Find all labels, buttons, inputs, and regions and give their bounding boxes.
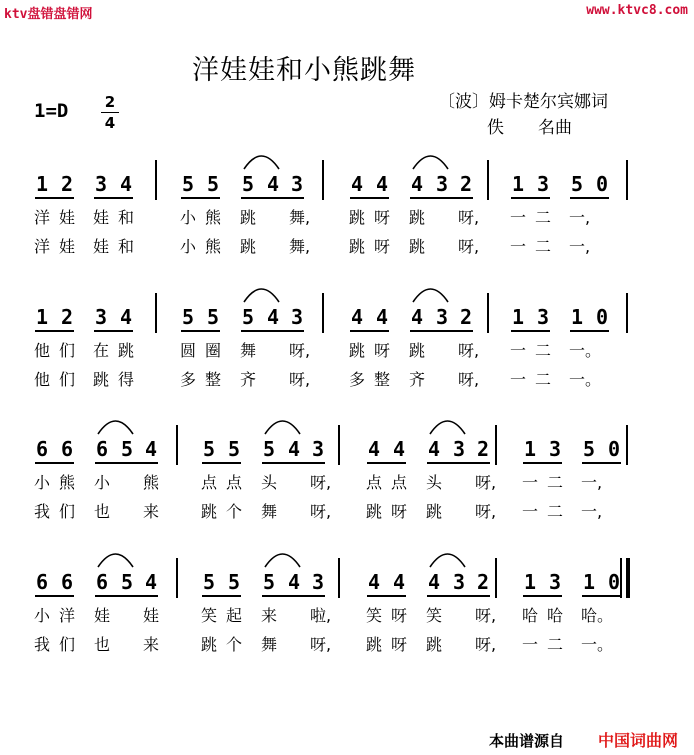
note: 5 <box>120 570 134 594</box>
slur <box>244 289 279 302</box>
lyric-syllable: 一 <box>510 208 527 227</box>
note: 0 <box>607 570 621 594</box>
lyric-syllable: 一 <box>510 370 527 389</box>
lyric-syllable: 跳 <box>201 502 218 521</box>
lyricist-credit: 〔波〕姆卡楚尔宾娜词 <box>438 92 608 112</box>
slur <box>430 554 465 567</box>
eighth-beam <box>511 197 550 199</box>
lyric-syllable: 跳 <box>349 237 366 256</box>
note: 5 <box>202 437 216 461</box>
lyric-syllable: 呀 <box>391 635 408 654</box>
lyric-syllable: 头 <box>426 473 443 492</box>
note: 0 <box>595 172 609 196</box>
note: 5 <box>181 172 195 196</box>
barline <box>338 558 340 598</box>
lyric-syllable: 笑 <box>426 606 443 625</box>
note: 3 <box>435 172 449 196</box>
lyric-syllable: 跳 <box>409 341 426 360</box>
note: 3 <box>311 570 325 594</box>
note: 5 <box>206 172 220 196</box>
lyric-syllable: 跳 <box>366 635 383 654</box>
barline <box>495 425 497 465</box>
eighth-beam <box>95 462 158 464</box>
barline <box>176 558 178 598</box>
lyric-syllable: 二 <box>535 341 552 360</box>
lyric-syllable: 舞 <box>261 635 278 654</box>
lyric-syllable: 也 <box>94 502 111 521</box>
lyric-syllable: 们 <box>59 502 76 521</box>
eighth-beam <box>367 462 406 464</box>
note: 5 <box>262 437 276 461</box>
lyric-syllable: 一 <box>522 635 539 654</box>
lyric-syllable: 呀 <box>374 208 391 227</box>
song-title: 洋娃娃和小熊跳舞 <box>192 55 416 86</box>
note: 1 <box>523 437 537 461</box>
note: 6 <box>95 570 109 594</box>
note: 5 <box>262 570 276 594</box>
lyric-syllable: 跳 <box>349 208 366 227</box>
lyric-syllable: 跳 <box>426 502 443 521</box>
lyric-syllable: 起 <box>226 606 243 625</box>
lyric-syllable: 洋 <box>59 606 76 625</box>
lyric-syllable: 小 <box>34 473 51 492</box>
eighth-beam <box>94 197 133 199</box>
note: 3 <box>290 305 304 329</box>
eighth-beam <box>350 330 389 332</box>
lyric-syllable: 熊 <box>59 473 76 492</box>
lyric-syllable: 呀, <box>289 341 311 360</box>
lyric-syllable: 一 <box>522 502 539 521</box>
lyric-syllable: 熊 <box>205 208 222 227</box>
lyric-syllable: 呀 <box>391 502 408 521</box>
note: 3 <box>548 437 562 461</box>
final-barline-thin <box>620 558 622 598</box>
slur <box>265 421 300 434</box>
lyric-syllable: 笑 <box>201 606 218 625</box>
note: 5 <box>202 570 216 594</box>
lyric-syllable: 娃 <box>59 208 76 227</box>
barline <box>338 425 340 465</box>
barline <box>495 558 497 598</box>
lyric-syllable: 舞, <box>289 208 311 227</box>
note: 5 <box>227 437 241 461</box>
lyric-syllable: 娃 <box>93 237 110 256</box>
note: 5 <box>227 570 241 594</box>
note: 4 <box>427 570 441 594</box>
note: 4 <box>287 570 301 594</box>
note: 0 <box>607 437 621 461</box>
barline <box>155 293 157 333</box>
lyric-syllable: 一, <box>581 502 603 521</box>
eighth-beam <box>410 330 473 332</box>
lyric-syllable: 们 <box>59 635 76 654</box>
note: 2 <box>476 570 490 594</box>
note: 6 <box>60 570 74 594</box>
lyric-syllable: 舞 <box>240 341 257 360</box>
lyric-syllable: 齐 <box>409 370 426 389</box>
note: 4 <box>287 437 301 461</box>
lyric-syllable: 一 <box>510 341 527 360</box>
lyric-syllable: 呀, <box>458 208 480 227</box>
lyric-syllable: 小 <box>94 473 111 492</box>
barline <box>487 160 489 200</box>
lyric-syllable: 呀, <box>310 473 332 492</box>
lyric-syllable: 呀, <box>310 502 332 521</box>
slur <box>265 554 300 567</box>
lyric-syllable: 哈 <box>547 606 564 625</box>
lyric-syllable: 圈 <box>205 341 222 360</box>
note: 1 <box>570 305 584 329</box>
lyric-syllable: 呀, <box>458 341 480 360</box>
footer-source-label: 本曲谱源自 <box>489 732 565 750</box>
eighth-beam <box>95 595 158 597</box>
lyric-syllable: 跳 <box>118 341 135 360</box>
lyric-syllable: 在 <box>93 341 110 360</box>
lyric-syllable: 一。 <box>569 341 602 360</box>
lyric-syllable: 跳 <box>240 237 257 256</box>
lyric-syllable: 呀 <box>374 237 391 256</box>
note: 5 <box>582 437 596 461</box>
note: 5 <box>120 437 134 461</box>
lyric-syllable: 个 <box>226 635 243 654</box>
note: 4 <box>119 172 133 196</box>
eighth-beam <box>582 462 621 464</box>
note: 1 <box>35 172 49 196</box>
lyric-syllable: 我 <box>34 502 51 521</box>
lyric-syllable: 一, <box>569 208 591 227</box>
eighth-beam <box>262 462 325 464</box>
note: 5 <box>570 172 584 196</box>
lyric-syllable: 和 <box>118 237 135 256</box>
lyric-syllable: 一, <box>581 473 603 492</box>
lyric-syllable: 二 <box>535 208 552 227</box>
note: 2 <box>476 437 490 461</box>
lyric-syllable: 点 <box>226 473 243 492</box>
eighth-beam <box>410 197 473 199</box>
eighth-beam <box>582 595 621 597</box>
lyric-syllable: 呀, <box>310 635 332 654</box>
lyric-syllable: 小 <box>34 606 51 625</box>
lyric-syllable: 呀, <box>475 502 497 521</box>
note: 3 <box>94 305 108 329</box>
note: 4 <box>375 305 389 329</box>
slur <box>98 554 133 567</box>
slur <box>413 289 448 302</box>
lyric-syllable: 二 <box>547 502 564 521</box>
eighth-beam <box>202 595 241 597</box>
lyric-syllable: 娃 <box>143 606 160 625</box>
lyric-syllable: 呀, <box>289 370 311 389</box>
eighth-beam <box>94 330 133 332</box>
lyric-syllable: 得 <box>118 370 135 389</box>
note: 1 <box>511 305 525 329</box>
time-signature <box>101 93 119 132</box>
note: 0 <box>595 305 609 329</box>
note: 4 <box>367 570 381 594</box>
eighth-beam <box>570 330 609 332</box>
eighth-beam <box>202 462 241 464</box>
lyric-syllable: 他 <box>34 341 51 360</box>
lyric-syllable: 娃 <box>59 237 76 256</box>
lyric-syllable: 洋 <box>34 208 51 227</box>
lyric-syllable: 跳 <box>409 237 426 256</box>
note: 3 <box>94 172 108 196</box>
watermark-right: www.ktvc8.com <box>586 3 688 18</box>
note: 1 <box>582 570 596 594</box>
lyric-syllable: 呀, <box>475 473 497 492</box>
lyric-syllable: 呀 <box>391 606 408 625</box>
note: 4 <box>119 305 133 329</box>
lyric-syllable: 哈 <box>522 606 539 625</box>
lyric-syllable: 们 <box>59 341 76 360</box>
eighth-beam <box>570 197 609 199</box>
note: 2 <box>60 305 74 329</box>
note: 4 <box>392 437 406 461</box>
eighth-beam <box>262 595 325 597</box>
note: 4 <box>410 305 424 329</box>
note: 5 <box>241 172 255 196</box>
note: 3 <box>435 305 449 329</box>
lyric-syllable: 跳 <box>409 208 426 227</box>
lyric-syllable: 点 <box>366 473 383 492</box>
lyric-syllable: 点 <box>201 473 218 492</box>
note: 4 <box>392 570 406 594</box>
lyric-syllable: 们 <box>59 370 76 389</box>
lyric-syllable: 小 <box>180 208 197 227</box>
lyric-syllable: 二 <box>535 237 552 256</box>
lyric-syllable: 小 <box>180 237 197 256</box>
lyric-syllable: 多 <box>180 370 197 389</box>
lyric-syllable: 二 <box>547 473 564 492</box>
lyric-syllable: 整 <box>205 370 222 389</box>
lyric-syllable: 来 <box>143 502 160 521</box>
lyric-syllable: 头 <box>261 473 278 492</box>
lyric-syllable: 二 <box>547 635 564 654</box>
eighth-beam <box>181 330 220 332</box>
eighth-beam <box>523 595 562 597</box>
lyric-syllable: 呀, <box>458 237 480 256</box>
lyric-syllable: 一 <box>510 237 527 256</box>
note: 4 <box>410 172 424 196</box>
lyric-syllable: 个 <box>226 502 243 521</box>
lyric-syllable: 笑 <box>366 606 383 625</box>
lyric-syllable: 哈。 <box>581 606 614 625</box>
barline <box>626 160 628 200</box>
eighth-beam <box>427 462 490 464</box>
lyric-syllable: 呀, <box>475 606 497 625</box>
lyric-syllable: 呀, <box>458 370 480 389</box>
note: 3 <box>311 437 325 461</box>
note: 4 <box>144 437 158 461</box>
lyric-syllable: 一, <box>569 237 591 256</box>
lyric-syllable: 娃 <box>93 208 110 227</box>
eighth-beam <box>523 462 562 464</box>
lyric-syllable: 一。 <box>581 635 614 654</box>
lyric-syllable: 来 <box>261 606 278 625</box>
note: 2 <box>60 172 74 196</box>
time-signature-top: 2 <box>104 93 116 111</box>
barline <box>322 160 324 200</box>
eighth-beam <box>241 330 304 332</box>
lyric-syllable: 啦, <box>310 606 332 625</box>
final-barline <box>626 558 630 598</box>
lyric-syllable: 一 <box>522 473 539 492</box>
eighth-beam <box>181 197 220 199</box>
slur <box>413 156 448 169</box>
lyric-syllable: 齐 <box>240 370 257 389</box>
eighth-beam <box>367 595 406 597</box>
note: 4 <box>266 305 280 329</box>
lyric-syllable: 二 <box>535 370 552 389</box>
barline <box>176 425 178 465</box>
lyric-syllable: 他 <box>34 370 51 389</box>
lyric-syllable: 多 <box>349 370 366 389</box>
lyric-syllable: 跳 <box>349 341 366 360</box>
lyric-syllable: 熊 <box>143 473 160 492</box>
lyric-syllable: 舞, <box>289 237 311 256</box>
slur <box>430 421 465 434</box>
note: 5 <box>206 305 220 329</box>
note: 1 <box>523 570 537 594</box>
note: 3 <box>290 172 304 196</box>
note: 4 <box>350 172 364 196</box>
note: 6 <box>35 437 49 461</box>
barline <box>626 425 628 465</box>
barline <box>487 293 489 333</box>
eighth-beam <box>350 197 389 199</box>
lyric-syllable: 一。 <box>569 370 602 389</box>
lyric-syllable: 也 <box>94 635 111 654</box>
note: 5 <box>241 305 255 329</box>
lyric-syllable: 整 <box>374 370 391 389</box>
lyric-syllable: 跳 <box>426 635 443 654</box>
note: 1 <box>35 305 49 329</box>
note: 6 <box>35 570 49 594</box>
eighth-beam <box>241 197 304 199</box>
lyric-syllable: 洋 <box>34 237 51 256</box>
lyric-syllable: 舞 <box>261 502 278 521</box>
note: 4 <box>266 172 280 196</box>
footer-site-name: 中国词曲网 <box>598 731 679 750</box>
note: 4 <box>375 172 389 196</box>
lyric-syllable: 来 <box>143 635 160 654</box>
lyric-syllable: 跳 <box>240 208 257 227</box>
eighth-beam <box>35 330 74 332</box>
eighth-beam <box>35 595 74 597</box>
barline <box>155 160 157 200</box>
lyric-syllable: 呀 <box>374 341 391 360</box>
composer-credit: 佚 名曲 <box>487 118 572 138</box>
note: 6 <box>60 437 74 461</box>
note: 2 <box>459 305 473 329</box>
eighth-beam <box>427 595 490 597</box>
note: 3 <box>452 570 466 594</box>
note: 1 <box>511 172 525 196</box>
note: 3 <box>452 437 466 461</box>
lyric-syllable: 跳 <box>366 502 383 521</box>
slur <box>244 156 279 169</box>
note: 4 <box>144 570 158 594</box>
eighth-beam <box>511 330 550 332</box>
eighth-beam <box>35 197 74 199</box>
note: 3 <box>536 172 550 196</box>
note: 6 <box>95 437 109 461</box>
lyric-syllable: 跳 <box>201 635 218 654</box>
note: 5 <box>181 305 195 329</box>
note: 3 <box>536 305 550 329</box>
barline <box>322 293 324 333</box>
time-signature-bottom: 4 <box>104 114 116 132</box>
barline <box>626 293 628 333</box>
lyric-syllable: 点 <box>391 473 408 492</box>
lyric-syllable: 圆 <box>180 341 197 360</box>
lyric-syllable: 呀, <box>475 635 497 654</box>
note: 2 <box>459 172 473 196</box>
time-signature-divider <box>101 112 119 113</box>
lyric-syllable: 跳 <box>93 370 110 389</box>
note: 3 <box>548 570 562 594</box>
slur <box>98 421 133 434</box>
eighth-beam <box>35 462 74 464</box>
note: 4 <box>367 437 381 461</box>
note: 4 <box>350 305 364 329</box>
lyric-syllable: 和 <box>118 208 135 227</box>
lyric-syllable: 熊 <box>205 237 222 256</box>
key-signature: 1=D <box>34 100 69 122</box>
lyric-syllable: 娃 <box>94 606 111 625</box>
lyric-syllable: 我 <box>34 635 51 654</box>
note: 4 <box>427 437 441 461</box>
watermark-left: ktv盘错盘错网 <box>4 7 93 22</box>
